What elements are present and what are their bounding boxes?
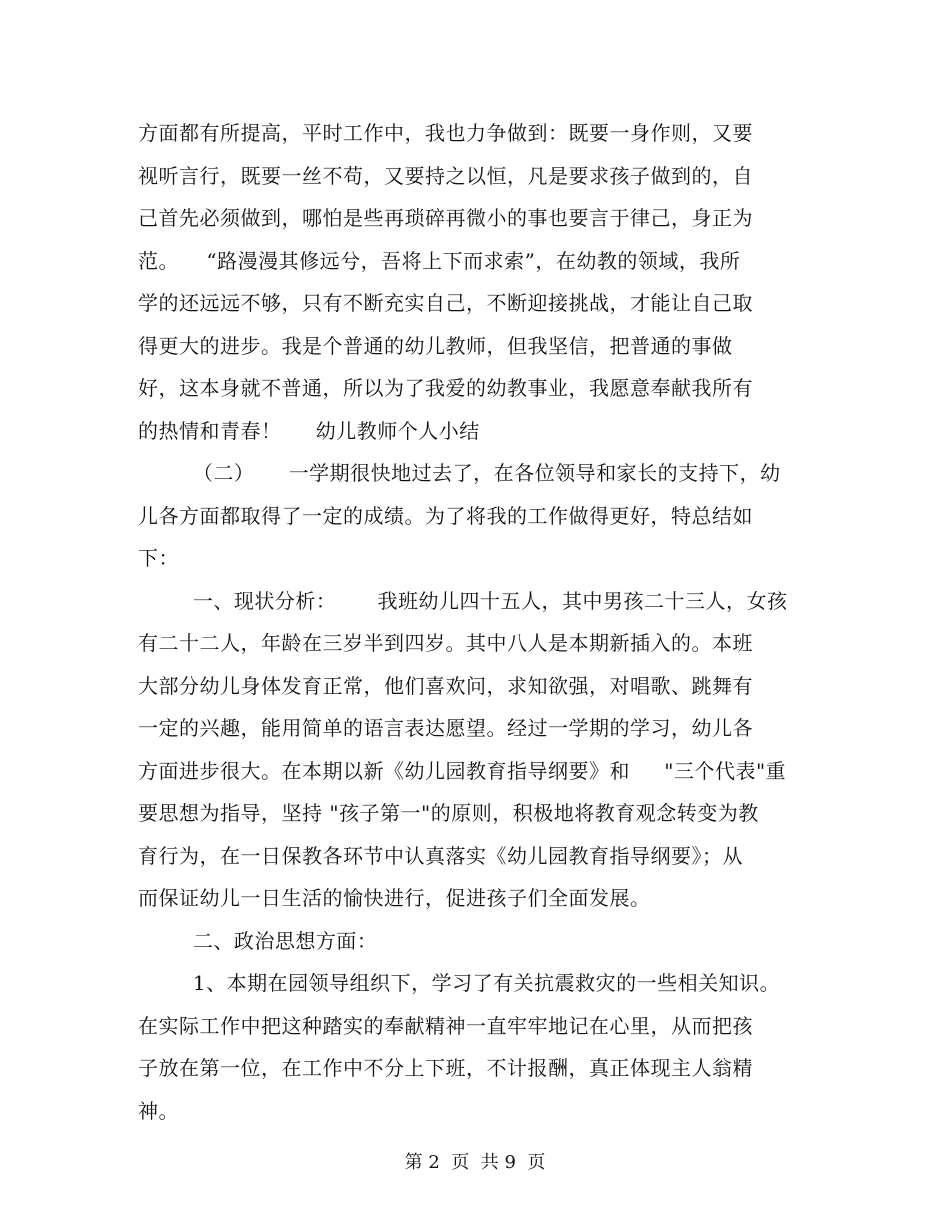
body-text <box>138 112 818 1132</box>
text-line: 范。 “路漫漫其修远兮，吾将上下而求索”，在幼教的领域，我所 <box>138 248 741 273</box>
text-line: 在实际工作中把这种踏实的奉献精神一直牢牢地记在心里，从而把孩 <box>138 1013 753 1038</box>
text-line: 视听言行，既要一丝不苟，又要持之以恒，凡是要求孩子做到的，自 <box>138 163 753 188</box>
text-line: 的热情和青春！ 幼儿教师个人小结 <box>138 418 480 443</box>
text-line: 子放在第一位，在工作中不分上下班，不计报酬，真正体现主人翁精 <box>138 1056 753 1080</box>
text-line: 儿各方面都取得了一定的成绩。为了将我的工作做得更好，特总结如 <box>138 503 753 528</box>
text-line: 学的还远远不够，只有不断充实自己，不断迎接挑战，才能让自己取 <box>138 291 753 315</box>
text-line: 大部分幼儿身体发育正常，他们喜欢问，求知欲强，对唱歌、跳舞有 <box>138 673 753 698</box>
text-line: 方面进步很大。在本期以新《幼儿园教育指导纲要》和 "三个代表"重 <box>138 758 787 783</box>
text-line: 1、本期在园领导组织下，学习了有关抗震救灾的一些相关知识。 <box>138 971 781 995</box>
text-line: 而保证幼儿一日生活的愉快进行，促进孩子们全面发展。 <box>138 886 651 910</box>
text-line: 好，这本身就不普通，所以为了我爱的幼教事业，我愿意奉献我所有 <box>138 376 753 400</box>
page-number-footer: 第 2 页 共 9 页 <box>404 1152 546 1173</box>
text-line: 神。 <box>138 1098 179 1123</box>
text-line: 方面都有所提高，平时工作中，我也力争做到：既要一身作则，又要 <box>138 121 753 145</box>
text-line: 一、现状分析： 我班幼儿四十五人，其中男孩二十三人，女孩 <box>138 588 788 613</box>
text-line: 二、政治思想方面： <box>138 928 378 953</box>
text-line: 要思想为指导，坚持 "孩子第一"的原则，积极地将教育观念转变为教 <box>138 801 759 825</box>
text-line: 得更大的进步。我是个普通的幼儿教师，但我坚信，把普通的事做 <box>138 333 733 358</box>
text-line: （二） 一学期很快地过去了，在各位领导和家长的支持下，幼 <box>138 461 781 485</box>
text-line: 己首先必须做到，哪怕是些再琐碎再微小的事也要言于律己，身正为 <box>138 206 753 230</box>
text-line: 有二十二人，年龄在三岁半到四岁。其中八人是本期新插入的。本班 <box>138 631 753 655</box>
text-line: 一定的兴趣，能用简单的语言表达愿望。经过一学期的学习，幼儿各 <box>138 716 753 740</box>
text-line: 育行为，在一日保教各环节中认真落实《幼儿园教育指导纲要》；从 <box>138 843 743 868</box>
text-line: 下： <box>138 546 179 570</box>
